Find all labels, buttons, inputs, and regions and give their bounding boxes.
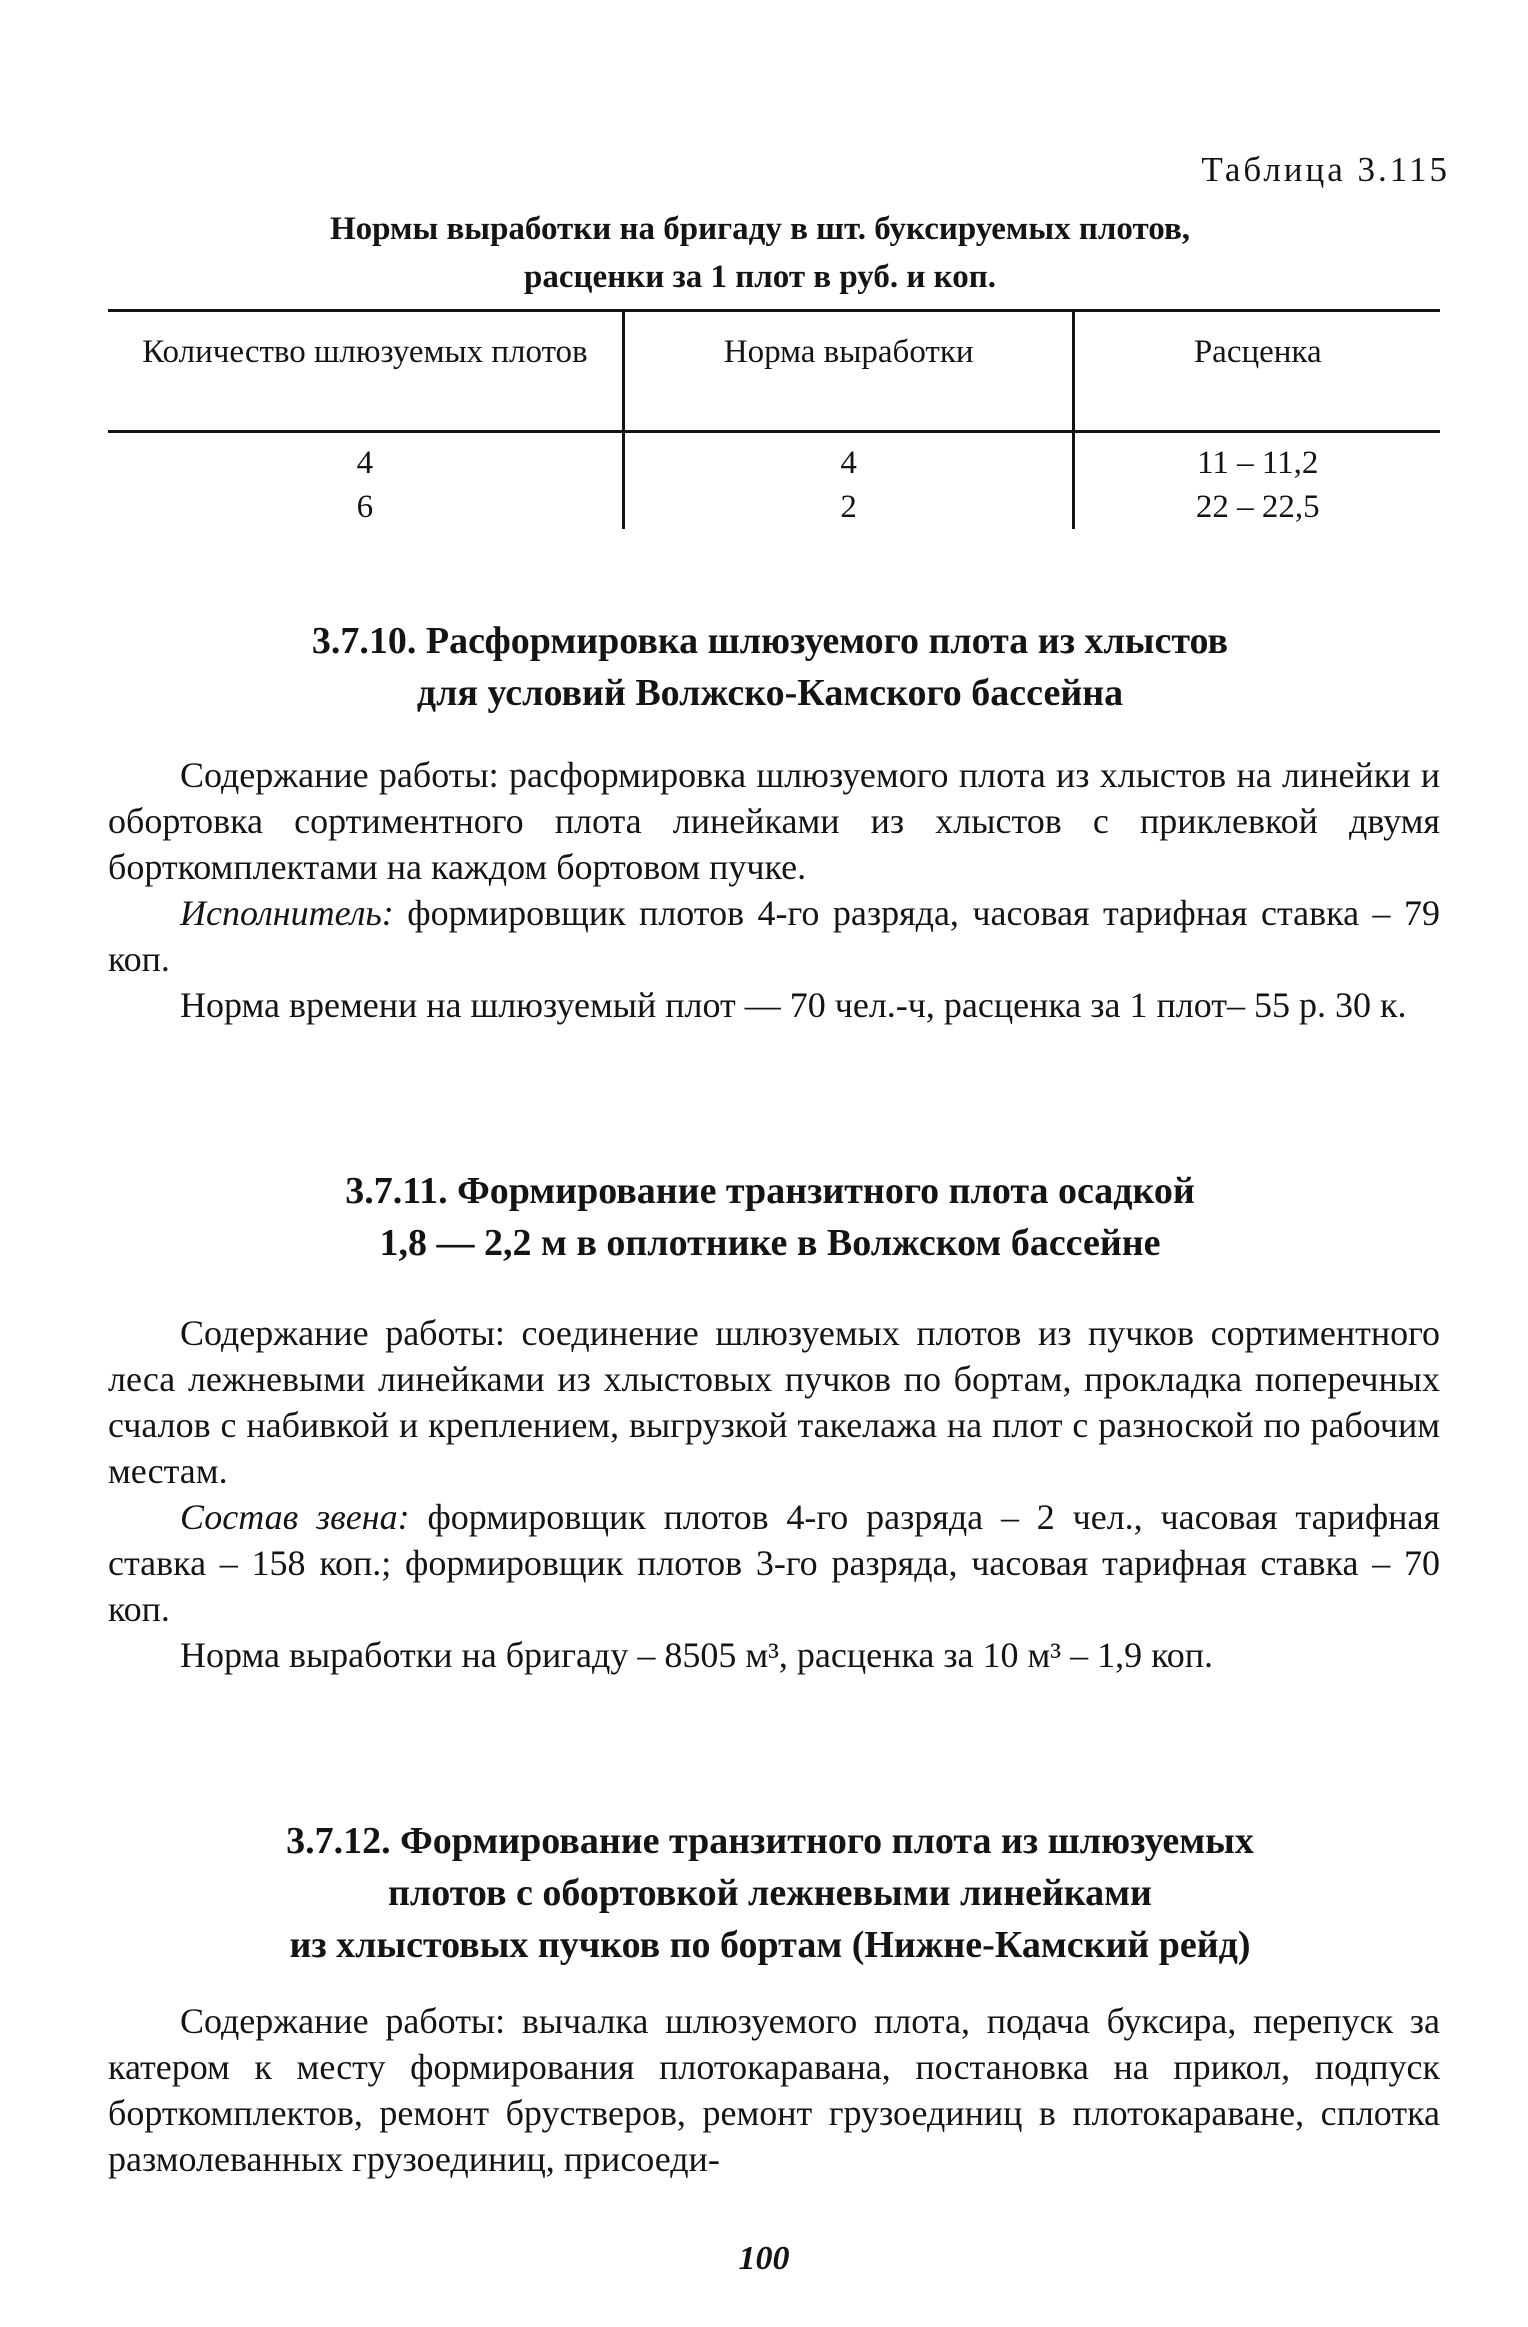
content-label: Содержание работы:	[180, 2001, 506, 2041]
table-header-row	[108, 311, 1440, 432]
section-body-3-7-10	[108, 752, 1440, 1028]
table-row	[108, 432, 1440, 486]
table-caption	[200, 205, 1320, 301]
content-text: расформировка шлюзуемого плота из хлыстов на линейки и обортовка сортиментного плота линейками из хлыстов с приклевкой двумя борткомплектами на каждом бортовом пучке.	[108, 755, 1441, 887]
header-rate: Расценка	[1074, 311, 1440, 432]
header-raft-count: Количество шлюзуемых плотов	[108, 311, 623, 432]
header-output-norm: Норма выработки	[623, 311, 1074, 432]
section-heading-line: 3.7.11. Формирование транзитного плота осадкой	[345, 1170, 1195, 1212]
table-cell: 4	[356, 445, 374, 481]
executor-label: Исполнитель:	[180, 893, 394, 933]
norm-table	[108, 309, 1440, 529]
section-body-3-7-11	[108, 1310, 1440, 1678]
section-heading-line: 1,8 — 2,2 м в оплотнике в Волжском бассейне	[379, 1222, 1161, 1264]
section-heading-line: для условий Волжско-Камского бассейна	[416, 672, 1124, 714]
page-number: 100	[738, 2240, 790, 2277]
section-heading-line: 3.7.12. Формирование транзитного плота из шлюзуемых	[286, 1820, 1254, 1862]
norm-paragraph: Норма времени на шлюзуемый плот — 70 чел.-ч, расценка за 1 плот– 55 р. 30 к.	[180, 985, 1407, 1025]
section-heading-line: 3.7.10. Расформировка шлюзуемого плота из хлыстов	[311, 620, 1229, 662]
section-heading-3-7-11	[100, 1165, 1440, 1269]
content-text: вычалка шлюзуемого плота, подача буксира, перепуск за катером к месту формирования плотокаравана, постановка на прикол, подпуск борткомплектов, ремонт брустверов, ремонт грузоединиц в плотокараване, сплотка размолеванных грузоединиц, присоеди-	[108, 2001, 1441, 2179]
section-body-3-7-12	[108, 1998, 1440, 2182]
content-paragraph	[108, 752, 1440, 890]
content-label: Содержание работы:	[180, 755, 499, 795]
crew-text: формировщик плотов 4-го разряда – 2 чел., часовая тарифная ставка – 158 коп.; формировщик плотов 3-го разряда, часовая тарифная ставка – 70 коп.	[108, 1497, 1440, 1629]
table-number: Таблица 3.115	[1201, 150, 1450, 189]
content-paragraph	[108, 1310, 1440, 1494]
content-label: Содержание работы:	[180, 1313, 505, 1353]
table-cell: 2	[623, 485, 1074, 529]
crew-paragraph	[108, 1494, 1440, 1632]
crew-label: Состав звена:	[180, 1497, 410, 1537]
section-heading-3-7-10	[100, 615, 1440, 719]
table-cell: 11 – 11,2	[1074, 432, 1440, 486]
content-paragraph	[108, 1998, 1440, 2182]
table-caption-line: Нормы выработки на бригаду в шт. буксируемых плотов,	[329, 211, 1191, 247]
table-cell: 22 – 22,5	[1074, 485, 1440, 529]
table-caption-line: расценки за 1 плот в руб. и коп.	[524, 259, 996, 295]
section-heading-line: плотов с обортовкой лежневыми линейками	[388, 1872, 1152, 1914]
table-row	[108, 485, 1440, 529]
content-text: соединение шлюзуемых плотов из пучков сортиментного леса лежневыми линейками из хлыстовых пучков по бортам, прокладка поперечных счалов с набивкой и креплением, выгрузкой такелажа на плот с разноской по рабочим местам.	[108, 1313, 1441, 1491]
table-cell: 6	[356, 489, 374, 525]
section-heading-3-7-12	[100, 1815, 1440, 1971]
table-cell: 4	[623, 432, 1074, 486]
norm-paragraph: Норма выработки на бригаду – 8505 м³, расценка за 10 м³ – 1,9 коп.	[180, 1635, 1214, 1675]
executor-paragraph	[108, 890, 1440, 982]
executor-text: формировщик плотов 4-го разряда, часовая тарифная ставка – 79 коп.	[108, 893, 1441, 979]
section-heading-line: из хлыстовых пучков по бортам (Нижне-Камский рейд)	[289, 1924, 1251, 1966]
